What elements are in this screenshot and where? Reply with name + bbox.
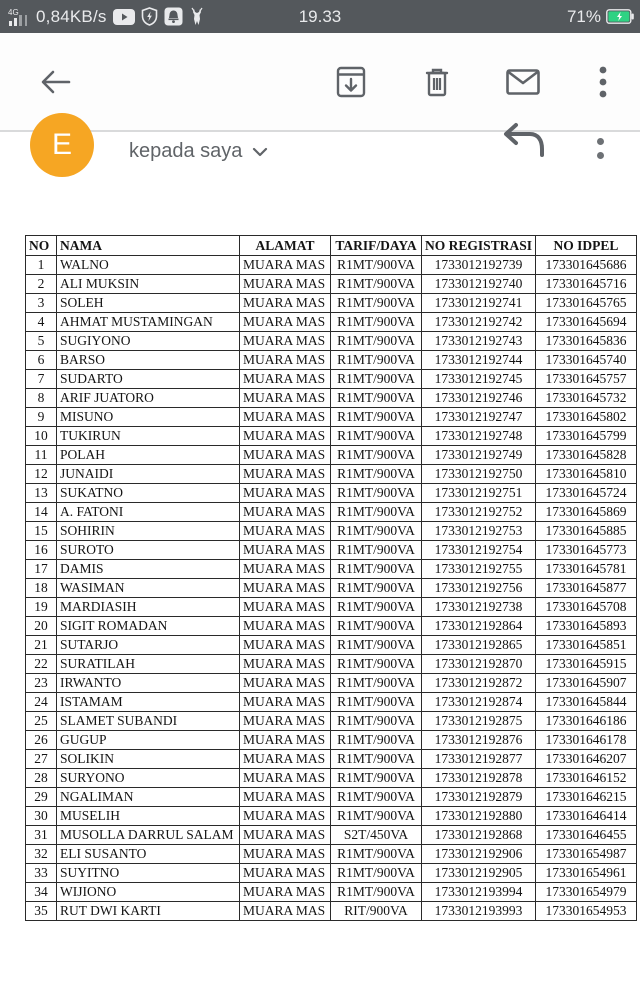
table-cell: MUARA MAS — [240, 256, 331, 275]
table-cell: 173301645810 — [536, 465, 637, 484]
table-cell: 24 — [26, 693, 57, 712]
table-cell: 173301646152 — [536, 769, 637, 788]
delete-button[interactable] — [420, 65, 454, 99]
table-cell: SIGIT ROMADAN — [57, 617, 240, 636]
table-cell: R1MT/900VA — [331, 332, 422, 351]
table-cell: 173301645740 — [536, 351, 637, 370]
table-row — [26, 579, 637, 598]
table-cell: 29 — [26, 788, 57, 807]
table-cell: 28 — [26, 769, 57, 788]
table-cell: 1733012192754 — [422, 541, 536, 560]
table-row — [26, 788, 637, 807]
table-cell: WIJIONO — [57, 883, 240, 902]
table-cell: 5 — [26, 332, 57, 351]
table-cell: 1733012192879 — [422, 788, 536, 807]
table-cell: MUARA MAS — [240, 579, 331, 598]
table-cell: 10 — [26, 427, 57, 446]
table-cell: 1733012193994 — [422, 883, 536, 902]
table-cell: 173301645781 — [536, 560, 637, 579]
table-cell: TUKIRUN — [57, 427, 240, 446]
table-cell: 9 — [26, 408, 57, 427]
table-cell: MUARA MAS — [240, 712, 331, 731]
reply-button[interactable] — [500, 118, 548, 160]
table-cell: MUARA MAS — [240, 655, 331, 674]
table-cell: 1733012192747 — [422, 408, 536, 427]
table-cell: ARIF JUATORO — [57, 389, 240, 408]
table-row — [26, 465, 637, 484]
table-cell: 1733012192878 — [422, 769, 536, 788]
table-cell: 173301645686 — [536, 256, 637, 275]
table-cell: 1733012193993 — [422, 902, 536, 921]
table-cell: IRWANTO — [57, 674, 240, 693]
table-cell: SOHIRIN — [57, 522, 240, 541]
table-cell: R1MT/900VA — [331, 256, 422, 275]
table-row — [26, 693, 637, 712]
table-row — [26, 313, 637, 332]
table-row — [26, 408, 637, 427]
customer-table — [25, 235, 637, 921]
table-cell: MUARA MAS — [240, 845, 331, 864]
table-row — [26, 674, 637, 693]
table-cell: MUARA MAS — [240, 750, 331, 769]
table-cell: SURATILAH — [57, 655, 240, 674]
table-row — [26, 275, 637, 294]
table-cell: 173301645851 — [536, 636, 637, 655]
table-cell: 173301645893 — [536, 617, 637, 636]
table-cell: SUTARJO — [57, 636, 240, 655]
table-cell: 4 — [26, 313, 57, 332]
table-cell: 173301645836 — [536, 332, 637, 351]
table-cell: 173301654961 — [536, 864, 637, 883]
table-cell: R1MT/900VA — [331, 427, 422, 446]
table-cell: MUARA MAS — [240, 503, 331, 522]
table-cell: DAMIS — [57, 560, 240, 579]
table-cell: R1MT/900VA — [331, 446, 422, 465]
table-cell: ELI SUSANTO — [57, 845, 240, 864]
table-cell: R1MT/900VA — [331, 465, 422, 484]
table-row — [26, 332, 637, 351]
table-cell: 1733012192738 — [422, 598, 536, 617]
table-row — [26, 617, 637, 636]
table-cell: SUROTO — [57, 541, 240, 560]
table-cell: MUARA MAS — [240, 731, 331, 750]
table-cell: 1733012192877 — [422, 750, 536, 769]
table-cell: 173301654979 — [536, 883, 637, 902]
table-cell: 15 — [26, 522, 57, 541]
table-header-cell: NAMA — [57, 236, 240, 256]
table-cell: 1733012192742 — [422, 313, 536, 332]
table-cell: 11 — [26, 446, 57, 465]
table-row — [26, 351, 637, 370]
table-cell: 1733012192905 — [422, 864, 536, 883]
table-cell: R1MT/900VA — [331, 655, 422, 674]
table-cell: 173301645907 — [536, 674, 637, 693]
table-row — [26, 750, 637, 769]
table-cell: MISUNO — [57, 408, 240, 427]
table-cell: 23 — [26, 674, 57, 693]
table-cell: 173301646178 — [536, 731, 637, 750]
table-header-cell: NO IDPEL — [536, 236, 637, 256]
table-cell: 1733012192874 — [422, 693, 536, 712]
table-cell: 173301645765 — [536, 294, 637, 313]
table-row — [26, 636, 637, 655]
table-row — [26, 655, 637, 674]
table-cell: RUT DWI KARTI — [57, 902, 240, 921]
table-row — [26, 503, 637, 522]
table-row — [26, 864, 637, 883]
table-cell: R1MT/900VA — [331, 579, 422, 598]
table-cell: WALNO — [57, 256, 240, 275]
table-cell: SOLEH — [57, 294, 240, 313]
table-cell: 13 — [26, 484, 57, 503]
table-cell: R1MT/900VA — [331, 750, 422, 769]
network-speed: 0,84KB/s — [36, 6, 107, 26]
table-cell: MUARA MAS — [240, 560, 331, 579]
table-cell: 1733012192749 — [422, 446, 536, 465]
table-cell: MUARA MAS — [240, 636, 331, 655]
table-cell: MUARA MAS — [240, 351, 331, 370]
table-cell: 1733012192745 — [422, 370, 536, 389]
table-cell: 1733012192755 — [422, 560, 536, 579]
table-cell: 1733012192756 — [422, 579, 536, 598]
table-cell: MUARA MAS — [240, 484, 331, 503]
table-cell: 1733012192739 — [422, 256, 536, 275]
table-cell: 173301645869 — [536, 503, 637, 522]
table-cell: R1MT/900VA — [331, 408, 422, 427]
table-cell: SUYITNO — [57, 864, 240, 883]
table-cell: NGALIMAN — [57, 788, 240, 807]
table-row — [26, 807, 637, 826]
table-cell: MUARA MAS — [240, 769, 331, 788]
table-cell: 1733012192872 — [422, 674, 536, 693]
table-cell: ISTAMAM — [57, 693, 240, 712]
table-cell: SURYONO — [57, 769, 240, 788]
table-cell: 1733012192752 — [422, 503, 536, 522]
table-cell: 1733012192906 — [422, 845, 536, 864]
table-cell: AHMAT MUSTAMINGAN — [57, 313, 240, 332]
table-row — [26, 484, 637, 503]
table-header-cell: TARIF/DAYA — [331, 236, 422, 256]
table-cell: ALI MUKSIN — [57, 275, 240, 294]
table-cell: 22 — [26, 655, 57, 674]
table-cell: 173301645708 — [536, 598, 637, 617]
table-cell: MUARA MAS — [240, 408, 331, 427]
table-cell: 1733012192744 — [422, 351, 536, 370]
table-cell: 173301645716 — [536, 275, 637, 294]
table-cell: 31 — [26, 826, 57, 845]
table-cell: 1733012192868 — [422, 826, 536, 845]
table-cell: R1MT/900VA — [331, 294, 422, 313]
table-cell: 12 — [26, 465, 57, 484]
table-cell: R1MT/900VA — [331, 617, 422, 636]
table-cell: R1MT/900VA — [331, 845, 422, 864]
recipient-label: kepada saya — [129, 140, 243, 162]
table-cell: 18 — [26, 579, 57, 598]
message-overflow-button[interactable] — [588, 130, 612, 166]
table-cell: MUARA MAS — [240, 864, 331, 883]
table-cell: 1733012192741 — [422, 294, 536, 313]
table-cell: R1MT/900VA — [331, 598, 422, 617]
table-cell: 1733012192748 — [422, 427, 536, 446]
table-cell: 1733012192750 — [422, 465, 536, 484]
table-cell: MUARA MAS — [240, 788, 331, 807]
table-cell: R1MT/900VA — [331, 712, 422, 731]
table-cell: 1733012192865 — [422, 636, 536, 655]
table-cell: MUARA MAS — [240, 826, 331, 845]
table-row — [26, 389, 637, 408]
table-cell: 17 — [26, 560, 57, 579]
table-cell: RIT/900VA — [331, 902, 422, 921]
table-cell: 32 — [26, 845, 57, 864]
table-cell: SUDARTO — [57, 370, 240, 389]
table-cell: R1MT/900VA — [331, 807, 422, 826]
battery-percent: 71% — [566, 6, 601, 26]
table-cell: 1733012192751 — [422, 484, 536, 503]
table-cell: MUARA MAS — [240, 617, 331, 636]
table-cell: SLAMET SUBANDI — [57, 712, 240, 731]
table-row — [26, 370, 637, 389]
avatar-letter: E — [51, 128, 72, 161]
table-cell: GUGUP — [57, 731, 240, 750]
table-cell: 1733012192743 — [422, 332, 536, 351]
table-cell: 173301646207 — [536, 750, 637, 769]
table-cell: WASIMAN — [57, 579, 240, 598]
table-cell: R1MT/900VA — [331, 883, 422, 902]
table-cell: POLAH — [57, 446, 240, 465]
clock: 19.33 — [298, 6, 342, 26]
table-cell: 173301645885 — [536, 522, 637, 541]
table-cell: 173301646186 — [536, 712, 637, 731]
table-cell: R1MT/900VA — [331, 693, 422, 712]
battery-icon — [606, 9, 634, 24]
table-cell: 173301645694 — [536, 313, 637, 332]
table-cell: MUARA MAS — [240, 294, 331, 313]
table-cell: MUARA MAS — [240, 275, 331, 294]
table-cell: 25 — [26, 712, 57, 731]
table-header-row — [26, 236, 637, 256]
table-cell: MUSOLLA DARRUL SALAM — [57, 826, 240, 845]
table-cell: SOLIKIN — [57, 750, 240, 769]
recipient-toggle[interactable] — [129, 140, 268, 163]
archive-button[interactable] — [334, 65, 368, 99]
table-cell: MUARA MAS — [240, 674, 331, 693]
table-cell: R1MT/900VA — [331, 484, 422, 503]
table-cell: 19 — [26, 598, 57, 617]
table-cell: 173301645802 — [536, 408, 637, 427]
table-cell: A. FATONI — [57, 503, 240, 522]
table-cell: 7 — [26, 370, 57, 389]
table-cell: 1 — [26, 256, 57, 275]
table-row — [26, 712, 637, 731]
back-button[interactable] — [36, 62, 76, 102]
table-cell: MUARA MAS — [240, 370, 331, 389]
table-cell: 173301645915 — [536, 655, 637, 674]
table-cell: 1733012192876 — [422, 731, 536, 750]
table-cell: 173301645773 — [536, 541, 637, 560]
table-cell: R1MT/900VA — [331, 313, 422, 332]
table-cell: 14 — [26, 503, 57, 522]
table-cell: 173301645828 — [536, 446, 637, 465]
table-cell: R1MT/900VA — [331, 864, 422, 883]
table-header-cell: ALAMAT — [240, 236, 331, 256]
table-cell: 173301646215 — [536, 788, 637, 807]
table-cell: 6 — [26, 351, 57, 370]
table-cell: MUARA MAS — [240, 427, 331, 446]
table-cell: R1MT/900VA — [331, 674, 422, 693]
table-cell: 1733012192746 — [422, 389, 536, 408]
table-cell: 26 — [26, 731, 57, 750]
table-cell: MUARA MAS — [240, 446, 331, 465]
table-cell: R1MT/900VA — [331, 522, 422, 541]
table-cell: MUSELIH — [57, 807, 240, 826]
sender-avatar[interactable] — [30, 113, 94, 177]
table-cell: 16 — [26, 541, 57, 560]
reply-icon — [502, 121, 546, 157]
table-cell: MUARA MAS — [240, 541, 331, 560]
table-cell: 173301645844 — [536, 693, 637, 712]
table-row — [26, 826, 637, 845]
table-cell: 1733012192880 — [422, 807, 536, 826]
table-cell: 3 — [26, 294, 57, 313]
table-cell: 27 — [26, 750, 57, 769]
table-cell: S2T/450VA — [331, 826, 422, 845]
table-cell: R1MT/900VA — [331, 275, 422, 294]
table-cell: R1MT/900VA — [331, 541, 422, 560]
table-cell: 173301645799 — [536, 427, 637, 446]
mail-unread-button[interactable] — [506, 65, 540, 99]
table-cell: MUARA MAS — [240, 465, 331, 484]
table-cell: 1733012192875 — [422, 712, 536, 731]
table-body — [26, 256, 637, 921]
overflow-menu-button[interactable] — [586, 65, 620, 99]
table-cell: 173301654987 — [536, 845, 637, 864]
table-cell: R1MT/900VA — [331, 788, 422, 807]
table-cell: JUNAIDI — [57, 465, 240, 484]
table-cell: SUKATNO — [57, 484, 240, 503]
table-cell: R1MT/900VA — [331, 351, 422, 370]
table-cell: 21 — [26, 636, 57, 655]
table-cell: 34 — [26, 883, 57, 902]
table-cell: R1MT/900VA — [331, 370, 422, 389]
overflow-dot — [597, 152, 604, 159]
table-cell: 1733012192753 — [422, 522, 536, 541]
table-cell: 35 — [26, 902, 57, 921]
table-cell: R1MT/900VA — [331, 731, 422, 750]
table-row — [26, 883, 637, 902]
table-cell: 173301645724 — [536, 484, 637, 503]
table-cell: 173301645757 — [536, 370, 637, 389]
table-cell: MUARA MAS — [240, 883, 331, 902]
chevron-down-icon — [252, 147, 268, 157]
table-cell: 173301646414 — [536, 807, 637, 826]
table-cell: R1MT/900VA — [331, 503, 422, 522]
table-row — [26, 845, 637, 864]
table-cell: 33 — [26, 864, 57, 883]
table-cell: 1733012192870 — [422, 655, 536, 674]
table-row — [26, 256, 637, 275]
status-right — [567, 0, 634, 33]
table-row — [26, 902, 637, 921]
table-cell: 2 — [26, 275, 57, 294]
table-cell: 30 — [26, 807, 57, 826]
app-bar — [0, 33, 640, 130]
table-cell: SUGIYONO — [57, 332, 240, 351]
table-cell: MUARA MAS — [240, 389, 331, 408]
table-cell: MUARA MAS — [240, 693, 331, 712]
table-header-cell: NO — [26, 236, 57, 256]
table-cell: MUARA MAS — [240, 332, 331, 351]
table-cell: 8 — [26, 389, 57, 408]
table-cell: MUARA MAS — [240, 313, 331, 332]
table-cell: 20 — [26, 617, 57, 636]
table-cell: R1MT/900VA — [331, 636, 422, 655]
table-cell: 1733012192864 — [422, 617, 536, 636]
table-cell: MARDIASIH — [57, 598, 240, 617]
table-cell: 173301646455 — [536, 826, 637, 845]
table-cell: 173301654953 — [536, 902, 637, 921]
table-row — [26, 427, 637, 446]
overflow-dot — [597, 138, 604, 145]
status-bar — [0, 0, 640, 33]
table-row — [26, 560, 637, 579]
table-cell: R1MT/900VA — [331, 560, 422, 579]
table-row — [26, 446, 637, 465]
table-header-cell: NO REGISTRASI — [422, 236, 536, 256]
table-cell: MUARA MAS — [240, 902, 331, 921]
table-row — [26, 769, 637, 788]
table-row — [26, 294, 637, 313]
table-cell: 1733012192740 — [422, 275, 536, 294]
table-cell: 173301645732 — [536, 389, 637, 408]
table-cell: MUARA MAS — [240, 598, 331, 617]
table-cell: R1MT/900VA — [331, 389, 422, 408]
table-cell: MUARA MAS — [240, 522, 331, 541]
table-cell: BARSO — [57, 351, 240, 370]
table-row — [26, 731, 637, 750]
table-row — [26, 522, 637, 541]
table-cell: MUARA MAS — [240, 807, 331, 826]
table-cell: 173301645877 — [536, 579, 637, 598]
table-row — [26, 541, 637, 560]
table-cell: R1MT/900VA — [331, 769, 422, 788]
table-row — [26, 598, 637, 617]
svg-text:4G: 4G — [8, 7, 19, 17]
